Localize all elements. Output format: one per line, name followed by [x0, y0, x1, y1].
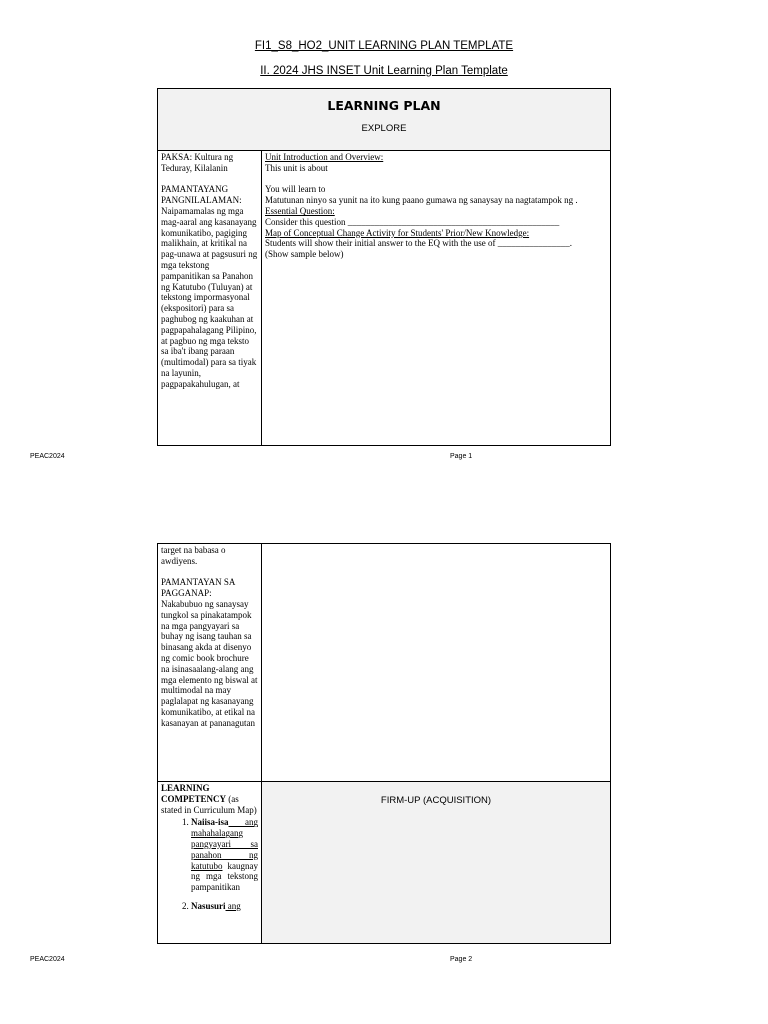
competency-list — [161, 817, 258, 911]
intro-text: This unit is about — [265, 162, 328, 173]
competency-item: 1. Naiisa-isa ang mahahalagang pangyayari sa panahon ng katutubo kaugnay ng mga tekstong pampanitikan — [191, 817, 258, 893]
conceptual-map-text: Students will show their initial answer to the EQ with the use of ________________. — [265, 238, 572, 249]
pamantayang-label: PAMANTAYANG PANGNILALAMAN: — [161, 184, 242, 206]
paksa-text: PAKSA: Kultura ng Teduray, Kilalanin — [161, 152, 234, 173]
standards-continued-cell — [158, 544, 262, 782]
pamantayang-text: Naipamamalas ng mga mag-aaral ang kasanayang komunikatibo, pagiging malikhain, at kritikal na pag-unawa at pagsusuri ng mga tekstong pampanitikan sa Panahon ng Katutubo (Tuluyan) at tekstong impormasyonal (ekspositori) para sa paghubog ng kaakuhan at pagpapahalagang Pilipino, at pagbuo ng mga teksto sa iba't ibang paraan (multimodal) para sa tiyak na layunin, pagpapakahulugan, at — [161, 205, 258, 389]
document-title: FI1_S8_HO2_UNIT LEARNING PLAN TEMPLATE — [254, 40, 514, 52]
firm-up-cell — [262, 782, 611, 944]
conceptual-map-note: (Show sample below) — [265, 249, 344, 260]
learning-plan-title: LEARNING PLAN — [327, 98, 441, 113]
footer-peac-page2: PEAC2024 — [30, 956, 65, 963]
essential-question-heading: Essential Question: — [265, 205, 335, 216]
empty-cell — [262, 544, 611, 782]
intro-heading: Unit Introduction and Overview: — [265, 152, 384, 162]
learning-plan-table-page1 — [157, 88, 611, 446]
standards-continued-text: target na babasa o awdiyens. — [161, 545, 226, 566]
firm-up-heading: FIRM-UP (ACQUISITION) — [380, 795, 492, 806]
unit-overview-cell — [262, 151, 611, 446]
footer-peac-page1: PEAC2024 — [30, 453, 65, 460]
learning-plan-banner — [158, 89, 611, 151]
learning-competency-label: LEARNING COMPETENCY — [161, 783, 226, 804]
pagganap-text: Nakabubuo ng sanaysay tungkol sa pinakatampok na mga pangyayari sa buhay ng isang tauhan sa binasang akda at disenyo ng comic book brochure na isinasaalang-alang ang mga elemento ng biswal at multimodal na may paglalapat ng kasanayang komunikatibo, at etikal na kasanayan at pananagutan — [161, 598, 258, 728]
learning-competency-cell — [158, 782, 262, 944]
pagganap-label: PAMANTAYAN SA PAGGANAP: — [161, 577, 235, 599]
footer-page-number-1: Page 1 — [450, 453, 473, 460]
competency-item: 2. Nasusuri ang — [191, 901, 258, 912]
footer-page-number-2: Page 2 — [450, 956, 473, 963]
learn-text: Matutunan ninyo sa yunit na ito kung paano gumawa ng sanaysay na nagtatampok ng . — [265, 195, 578, 206]
learning-competency-note: (as stated in Curriculum Map) — [161, 793, 257, 815]
conceptual-map-heading: Map of Conceptual Change Activity for Students' Prior/New Knowledge: — [265, 227, 530, 238]
essential-question-text: Consider this question _______________________________________________ — [265, 216, 560, 227]
document-subtitle: II. 2024 JHS INSET Unit Learning Plan Template — [260, 65, 508, 77]
standards-cell — [158, 151, 262, 446]
learning-plan-table-page2 — [157, 543, 611, 944]
learn-heading: You will learn to — [265, 184, 326, 195]
explore-heading: EXPLORE — [361, 123, 407, 134]
